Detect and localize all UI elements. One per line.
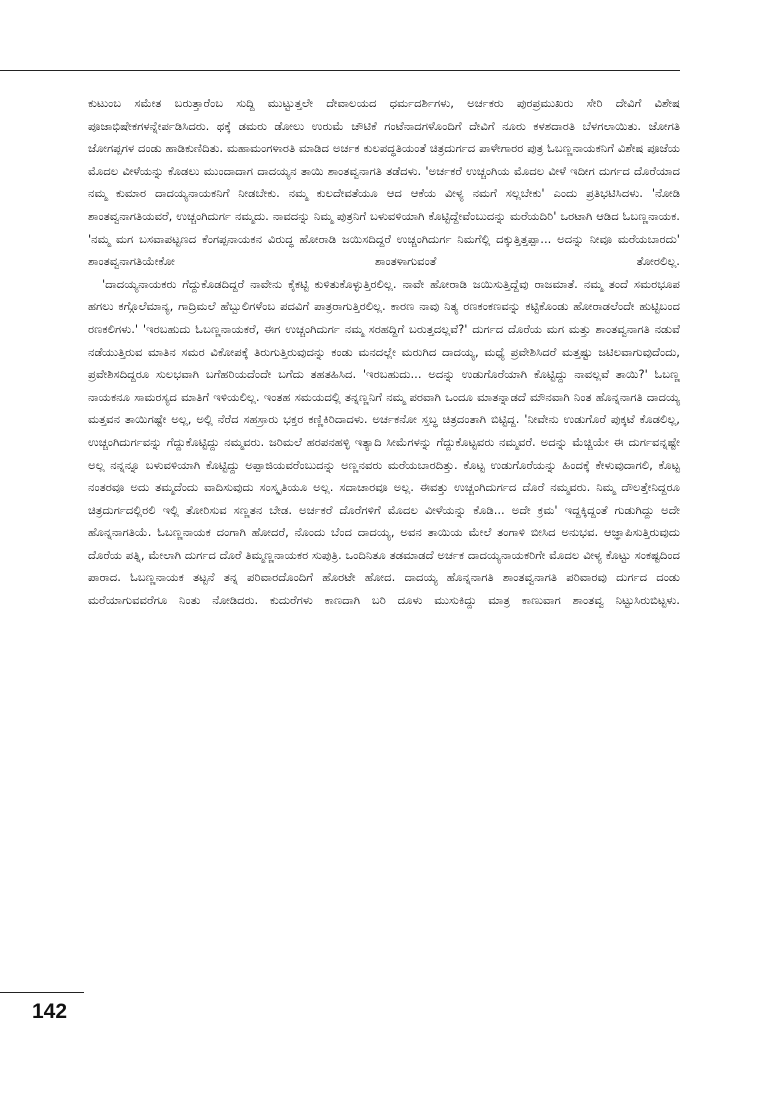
footer-rule: [0, 992, 84, 993]
top-rule: [0, 70, 680, 71]
paragraph-1: ಕುಟುಂಬ ಸಮೇತ ಬರುತ್ತಾರೆಂಬ ಸುದ್ದಿ ಮುಟ್ಟುತ್ತಲೇ ದೇವಾಲಯದ ಧರ್ಮದರ್ಶಿಗಳು, ಅರ್ಚಕರು ಪುರಪ್ರಮುಖರು ಸೇರಿ ದೇವಿಗೆ ವಿಶೇಷ ಪೂಜಾಭಿಷೇಕಗಳನ್ನೇರ್ಪಡಿಸಿದರು. ಥಕ್ಕೆ ಡಮರು ಡೋಲು ಉರುಮೆ ಚೌಟಿಕೆ ಗಂಟೆನಾದಗಳೊಂದಿಗೆ ದೇವಿಗೆ ನೂರು ಕಳಶದಾರತಿ ಬೆಳಗಲಾಯಿತು. ಜೋಗತಿ ಜೋಗಪ್ಪಗಳ ದಂಡು ಹಾಡಿಕುಣಿದಿತು. ಮಹಾಮಂಗಳಾರತಿ ಮಾಡಿದ ಅರ್ಚಕ ಕುಲಪದ್ಧತಿಯಂತೆ ಚಿತ್ರದುರ್ಗದ ಪಾಳೇಗಾರರ ಪುತ್ರ ಓಬಣ್ಣನಾಯಕನಿಗೆ ವಿಶೇಷ ಪೂಜೆಯ ಮೊದಲ ವೀಳೆಯನ್ನು ಕೊಡಲು ಮುಂದಾದಾಗ ದಾದಯ್ಯನ ತಾಯಿ ಶಾಂತವ್ವನಾಗತಿ ತಡೆದಳು. 'ಅರ್ಚಕರೆ ಉಚ್ಚಂಗಿಯ ಮೊದಲ ವೀಳೆ ಇದೀಗ ದುರ್ಗದ ದೊರೆಯಾದ ನಮ್ಮ ಕುಮಾರ ದಾದಯ್ಯನಾಯಕನಿಗೆ ನೀಡಬೇಕು. ನಮ್ಮ ಕುಲದೇವತೆಯೂ ಆದ ಆಕೆಯ ವೀಳ್ಯ ನಮಗೆ ಸಲ್ಲಬೇಕು' ಎಂದು ಪ್ರತಿಭಟಿಸಿದಳು. 'ನೋಡಿ ಶಾಂತವ್ವನಾಗತಿಯವರೆ, ಉಚ್ಚಂಗಿದುರ್ಗ ನಮ್ಮದು. ನಾವದನ್ನು ನಿಮ್ಮ ಪುತ್ರನಿಗೆ ಬಳುವಳಿಯಾಗಿ ಕೊಟ್ಟಿದ್ದೇವೆಂಬುದನ್ನು ಮರೆಯದಿರಿ' ಒರಟಾಗಿ ಆಡಿದ ಓಬಣ್ಣನಾಯಕ. 'ನಮ್ಮ ಮಗ ಬಸವಾಪಟ್ಟಣದ ಕೆಂಗಪ್ಪನಾಯಕನ ವಿರುದ್ಧ ಹೋರಾಡಿ ಜಯಿಸದಿದ್ದರೆ ಉಚ್ಚಂಗಿದುರ್ಗ ನಿಮಗೆಲ್ಲಿ ದಕ್ಕುತ್ತಿತ್ತಪ್ಪಾ... ಅದನ್ನು ನೀವೂ ಮರೆಯಬಾರದು' ಶಾಂತವ್ವನಾಗತಿಯೇಕೋ ಶಾಂತಳಾಗುವಂತೆ ತೋರಲಿಲ್ಲ.: [88, 96, 680, 269]
page-body: [88, 92, 680, 612]
paragraph-2: 'ದಾದಯ್ಯನಾಯಕರು ಗೆದ್ದುಕೊಡದಿದ್ದರೆ ನಾವೇನು ಕೈಕಟ್ಟಿ ಕುಳಿತುಕೊಳ್ಳುತ್ತಿರಲಿಲ್ಲ. ನಾವೇ ಹೋರಾಡಿ ಜಯಿಸುತ್ತಿದ್ದೆವು ರಾಜಮಾತೆ. ನಮ್ಮ ತಂದೆ ಸಮರಭೂಪ ಹಗಲು ಕಗ್ಗೊಲೆಮಾನ್ಯ, ಗಾದ್ರಿಮಲೆ ಹೆಬ್ಬುಲಿಗಳೆಂಬ ಪದವಿಗೆ ಪಾತ್ರರಾಗುತ್ತಿರಲಿಲ್ಲ. ಕಾರಣ ನಾವು ನಿತ್ಯ ರಣಕಂಕಣವನ್ನು ಕಟ್ಟಿಕೊಂಡು ಹೋರಾಡಲೆಂದೇ ಹುಟ್ಟಿಬಂದ ರಣಕಲಿಗಳು.' 'ಇರಬಹುದು ಓಬಣ್ಣನಾಯಕರೆ, ಈಗ ಉಚ್ಚಂಗಿದುರ್ಗ ನಮ್ಮ ಸರಹದ್ದಿಗೆ ಬರುತ್ತದಲ್ಲವೆ?' ದುರ್ಗದ ದೊರೆಯ ಮಗ ಮತ್ತು ಶಾಂತವ್ವನಾಗತಿ ನಡುವೆ ನಡೆಯುತ್ತಿರುವ ಮಾತಿನ ಸಮರ ವಿಕೋಪಕ್ಕೆ ತಿರುಗುತ್ತಿರುವುದನ್ನು ಕಂಡು ಮನದಲ್ಲೇ ಮರುಗಿದ ದಾದಯ್ಯ, ಮಧ್ಯೆ ಪ್ರವೇಶಿಸಿದರೆ ಮತ್ತಷ್ಟು ಜಟಿಲವಾಗುವುದೆಂದು, ಪ್ರವೇಶಿಸದಿದ್ದರೂ ಸುಲಭವಾಗಿ ಬಗೆಹರಿಯದೆಂದೇ ಬಗೆದು ತಹತಹಿಸಿದ. 'ಇರಬಹುದು... ಅದನ್ನು ಉಡುಗೊರೆಯಾಗಿ ಕೊಟ್ಟಿದ್ದು ನಾವಲ್ಲವೆ ತಾಯಿ?' ಓಬಣ್ಣ ನಾಯಕನೂ ಸಾಮರಸ್ಯದ ಮಾತಿಗೆ ಇಳಿಯಲಿಲ್ಲ. ಇಂತಹ ಸಮಯದಲ್ಲಿ ತನ್ನಣ್ಣನಿಗೆ ನಮ್ಮ ಪರವಾಗಿ ಒಂದೂ ಮಾತನ್ನಾಡದೆ ಮೌನವಾಗಿ ನಿಂತ ಹೊನ್ನನಾಗತಿ ದಾದಯ್ಯ ಮತ್ತವನ ತಾಯಿಗಷ್ಟೇ ಅಲ್ಲ, ಅಲ್ಲಿ ನೆರೆದ ಸಹಸ್ರಾರು ಭಕ್ತರ ಕಣ್ಣಿಕಿರಿದಾದಳು. ಅರ್ಚಕನೋ ಸ್ತಬ್ಧ ಚಿತ್ರದಂತಾಗಿ ಬಿಟ್ಟಿದ್ದ. 'ನೀವೇನು ಉಡುಗೊರೆ ಪುಕ್ಕಟೆ ಕೊಡಲಿಲ್ಲ, ಉಚ್ಚಂಗಿದುರ್ಗವನ್ನು ಗೆದ್ದುಕೊಟ್ಟಿದ್ದು ನಮ್ಮವರು. ಜರಿಮಲೆ ಹರಪನಹಳ್ಳಿ ಇತ್ಯಾದಿ ಸೀಮೆಗಳನ್ನು ಗೆದ್ದುಕೊಟ್ಟವರು ನಮ್ಮವರೆ. ಅದನ್ನು ಮೆಚ್ಚಿಯೇ ಈ ದುರ್ಗವನ್ನಷ್ಟೇ ಅಲ್ಲ ನನ್ನನ್ನೂ ಬಳುವಳಿಯಾಗಿ ಕೊಟ್ಟಿದ್ದು ಅಪ್ಪಾಜಿಯವರೆಂಬುದನ್ನು ಅಣ್ಣನವರು ಮರೆಯಬಾರದಿತ್ತು. ಕೊಟ್ಟ ಉಡುಗೊರೆಯನ್ನು ಹಿಂದಕ್ಕೆ ಕೇಳುವುದಾಗಲಿ, ಕೊಟ್ಟ ನಂತರವೂ ಅದು ತಮ್ಮದೆಂದು ವಾದಿಸುವುದು ಸಂಸ್ಕೃತಿಯೂ ಅಲ್ಲ. ಸದಾಚಾರವೂ ಅಲ್ಲ. ಈವತ್ತು ಉಚ್ಚಂಗಿದುರ್ಗದ ದೊರೆ ನಮ್ಮವರು. ನಿಮ್ಮ ದೌಲತ್ತೇನಿದ್ದರೂ ಚಿತ್ರದುರ್ಗದಲ್ಲಿರಲಿ ಇಲ್ಲಿ ತೋರಿಸುವ ಸಣ್ಣತನ ಬೇಡ. ಅರ್ಚಕರೆ ದೊರೆಗಳಿಗೆ ಮೊದಲ ವೀಳೆಯನ್ನು ಕೊಡಿ... ಅದೇ ಕ್ರಮ' ಇದ್ದಕ್ಕಿದ್ದಂತೆ ಗುಡುಗಿದ್ದು ಅದೇ ಹೊನ್ನನಾಗತಿಯೆ. ಓಬಣ್ಣನಾಯಕ ದಂಗಾಗಿ ಹೋದರೆ, ನೊಂದು ಬೆಂದ ದಾದಯ್ಯ, ಅವನ ತಾಯಿಯ ಮೇಲೆ ತಂಗಾಳಿ ಬೀಸಿದ ಅನುಭವ. ಆಜ್ಞಾಪಿಸುತ್ತಿರುವುದು ದೊರೆಯ ಪತ್ನಿ, ಮೇಲಾಗಿ ದುರ್ಗದ ದೊರೆ ತಿಮ್ಮಣ್ಣನಾಯಕರ ಸುಪುತ್ರಿ. ಒಂದಿನಿತೂ ತಡಮಾಡದೆ ಅರ್ಚಕ ದಾದಯ್ಯನಾಯಕರಿಗೇ ಮೊದಲ ವೀಳ್ಯ ಕೊಟ್ಟು ಸಂಕಷ್ಟದಿಂದ ಪಾರಾದ. ಓಬಣ್ಣನಾಯಕ ತಟ್ಟನೆ ತನ್ನ ಪರಿವಾರದೊಂದಿಗೆ ಹೊರಟೇ ಹೋದ. ದಾದಯ್ಯ ಹೊನ್ನನಾಗತಿ ಶಾಂತವ್ವನಾಗತಿ ಪರಿವಾರವು ದುರ್ಗದ ದಂಡು ಮರೆಯಾಗುವವರೆಗೂ ನಿಂತು ನೋಡಿದರು. ಕುದುರೆಗಳು ಕಾಣದಾಗಿ ಬರಿ ದೂಳು ಮುಸುಕಿದ್ದು ಮಾತ್ರ ಕಾಣುವಾಗ ಶಾಂತವ್ವ ನಿಟ್ಟುಸಿರುಬಿಟ್ಟಳು.: [88, 276, 680, 608]
page-number: 142: [32, 1000, 68, 1023]
